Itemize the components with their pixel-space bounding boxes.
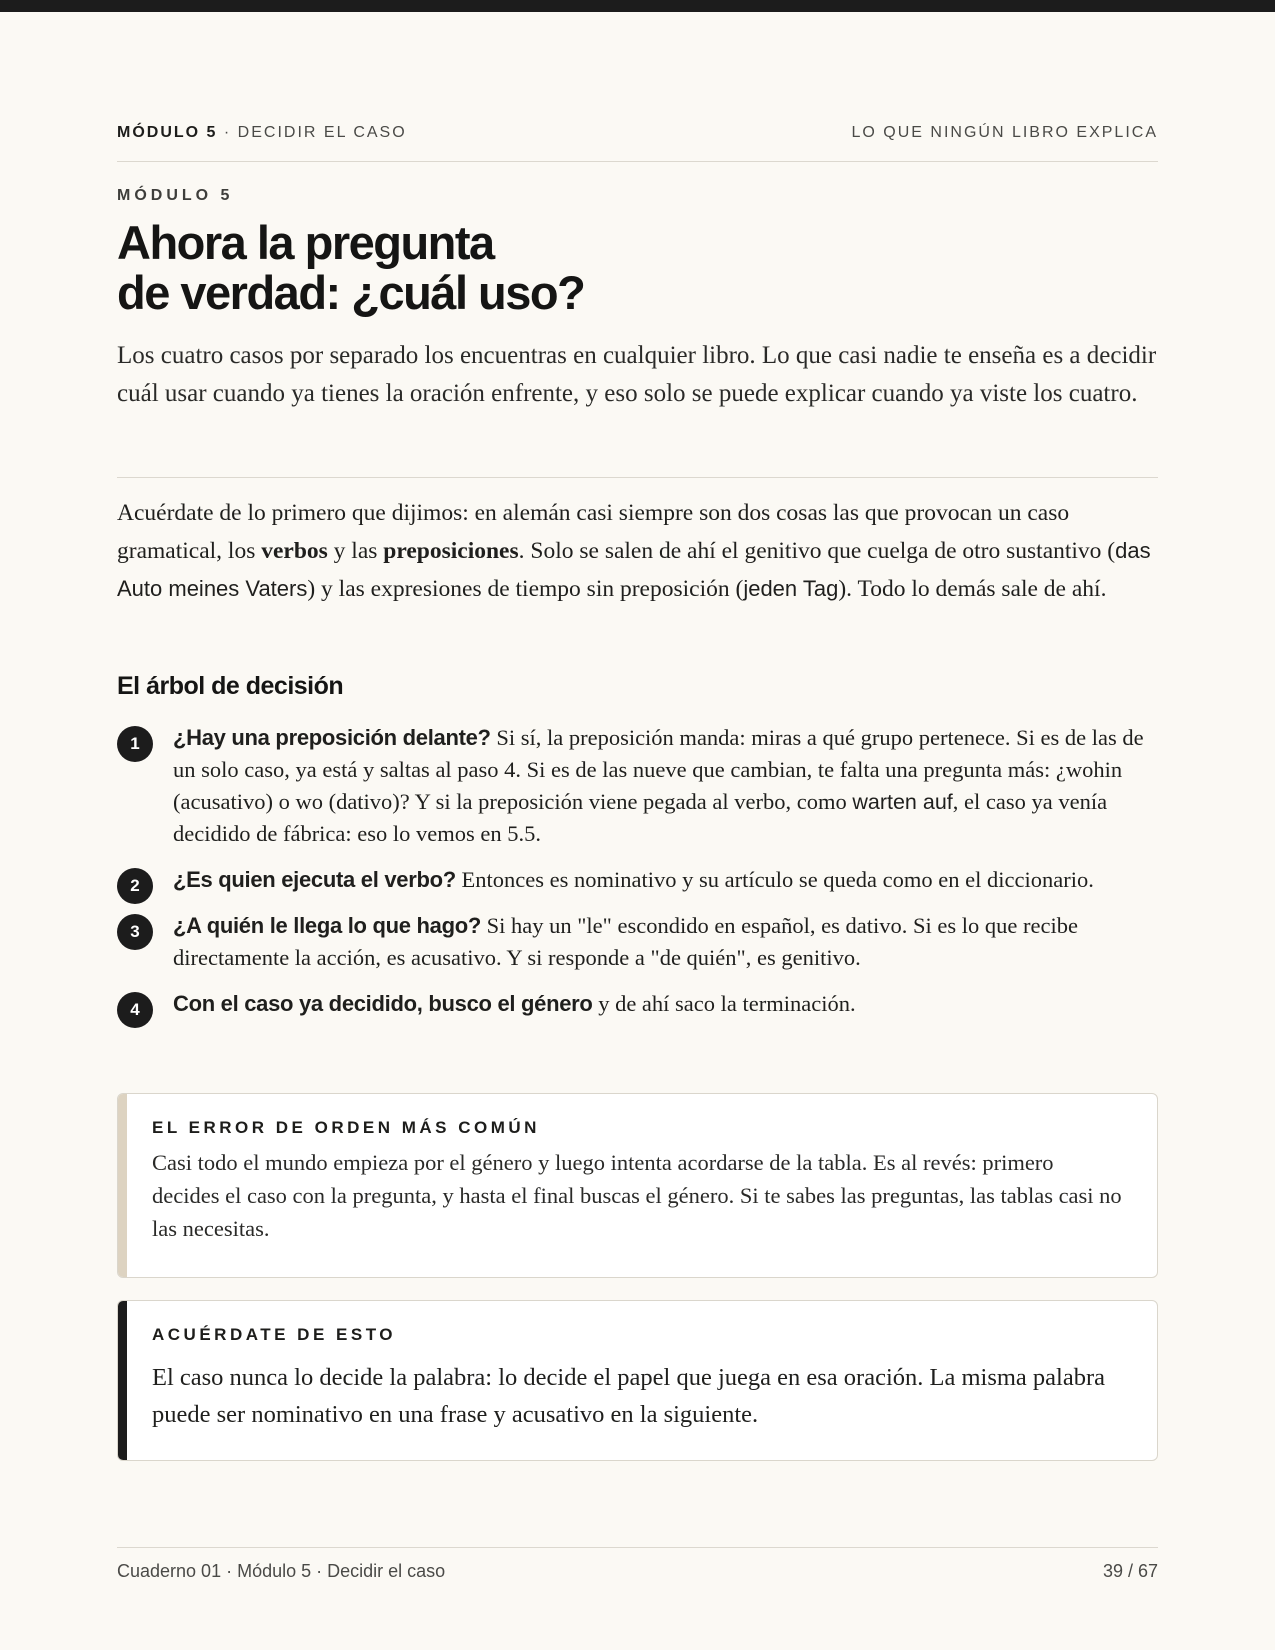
step-text: Si sí, la preposición manda: miras a qué grupo pertenece. Si es de las de un solo caso, ya está y saltas al paso 4. Si es de las nueve que cambian, te falta una pregunta más: ¿wohin (acusativo) o wo (dativo)? Y si la preposición viene pegada al verbo, como <box>173 725 1144 814</box>
callout-accent-bar <box>118 1094 127 1277</box>
step-number-badge: 4 <box>117 992 153 1028</box>
body-text: Acuérdate de lo primero que dijimos: en alemán casi siempre son dos cosas las que provocan un caso gramatical, los <box>117 500 1070 564</box>
step-text: , el caso ya venía decidido de fábrica: eso lo vemos en 5.5. <box>173 789 1108 846</box>
step-item <box>117 864 1158 896</box>
step-text: y de ahí saco la terminación. <box>592 991 856 1016</box>
header-separator: · <box>217 124 238 141</box>
body-text: ) y las expresiones de tiempo sin preposición ( <box>307 576 744 602</box>
callout-accent-bar <box>118 1301 127 1460</box>
step-text: Entonces es nominativo y su artículo se queda como en el diccionario. <box>455 867 1094 892</box>
header-divider <box>117 161 1158 162</box>
page-title <box>117 218 817 318</box>
callout-text: Casi todo el mundo empieza por el género y luego intenta acordarse de la tabla. Es al revés: primero decides el caso con la pregunta, y hasta el final buscas el género. Si te sabes las preguntas, las tablas casi no las necesitas. <box>152 1150 1122 1241</box>
title-line-1: Ahora la pregunta <box>117 216 494 269</box>
intro-divider <box>117 477 1158 478</box>
body-text: y las <box>327 538 384 564</box>
step-number-badge: 3 <box>117 914 153 950</box>
german-example: warten auf <box>852 790 953 814</box>
header-book-title: LO QUE NINGÚN LIBRO EXPLICA <box>851 124 1158 141</box>
header-left <box>117 124 407 142</box>
step-lead: Con el caso ya decidido, busco el género <box>173 991 593 1016</box>
callout-label: ACUÉRDATE DE ESTO <box>152 1325 397 1344</box>
callout-label: EL ERROR DE ORDEN MÁS COMÚN <box>152 1118 540 1137</box>
step-number-badge: 2 <box>117 868 153 904</box>
body-text: ). Todo lo demás sale de ahí. <box>838 576 1107 602</box>
german-example: jeden Tag <box>743 576 839 601</box>
footer-breadcrumb: Cuaderno 01 · Módulo 5 · Decidir el caso <box>117 1561 446 1581</box>
step-number-badge: 1 <box>117 726 153 762</box>
title-line-2: de verdad: ¿cuál uso? <box>117 266 585 319</box>
page-number: 39 / 67 <box>1102 1561 1158 1581</box>
step-item <box>117 722 1158 850</box>
body-bold-verbos: verbos <box>261 538 328 564</box>
callout-remember <box>117 1300 1158 1461</box>
page <box>117 0 1158 1650</box>
german-example: das Auto meines Vaters <box>117 538 1151 601</box>
body-bold-preposiciones: preposiciones <box>383 538 519 564</box>
step-lead: ¿Hay una preposición delante? <box>173 725 491 750</box>
decision-steps <box>117 722 1158 1034</box>
callout-common-error <box>117 1093 1158 1278</box>
callout-text: El caso nunca lo decide la palabra: lo decide el papel que juega en esa oración. La misma palabra puede ser nominativo en una frase y acusativo en la siguiente. <box>152 1364 1106 1428</box>
page-footer <box>117 1561 1158 1582</box>
intro-paragraph: Los cuatro casos por separado los encuentras en cualquier libro. Lo que casi nadie te enseña es a decidir cuál usar cuando ya tienes la oración enfrente, y eso solo se puede explicar cuando ya viste los cuatro. <box>117 342 1157 407</box>
step-lead: ¿Es quien ejecuta el verbo? <box>173 867 456 892</box>
running-header <box>117 124 1158 142</box>
section-heading: El árbol de decisión <box>117 672 344 700</box>
step-item <box>117 910 1158 974</box>
step-lead: ¿A quién le llega lo que hago? <box>173 913 481 938</box>
step-text: Si hay un "le" escondido en español, es dativo. Si es lo que recibe directamente la acción, es acusativo. Y si responde a "de quién", es genitivo. <box>173 913 1078 970</box>
header-section: DECIDIR EL CASO <box>237 124 407 141</box>
header-module-label: MÓDULO 5 <box>117 124 218 141</box>
body-paragraph <box>117 495 1158 608</box>
body-text: . Solo se salen de ahí el genitivo que cuelga de otro sustantivo ( <box>518 538 1116 564</box>
module-eyebrow: MÓDULO 5 <box>117 187 234 204</box>
footer-divider <box>117 1547 1158 1548</box>
step-item <box>117 988 1158 1020</box>
